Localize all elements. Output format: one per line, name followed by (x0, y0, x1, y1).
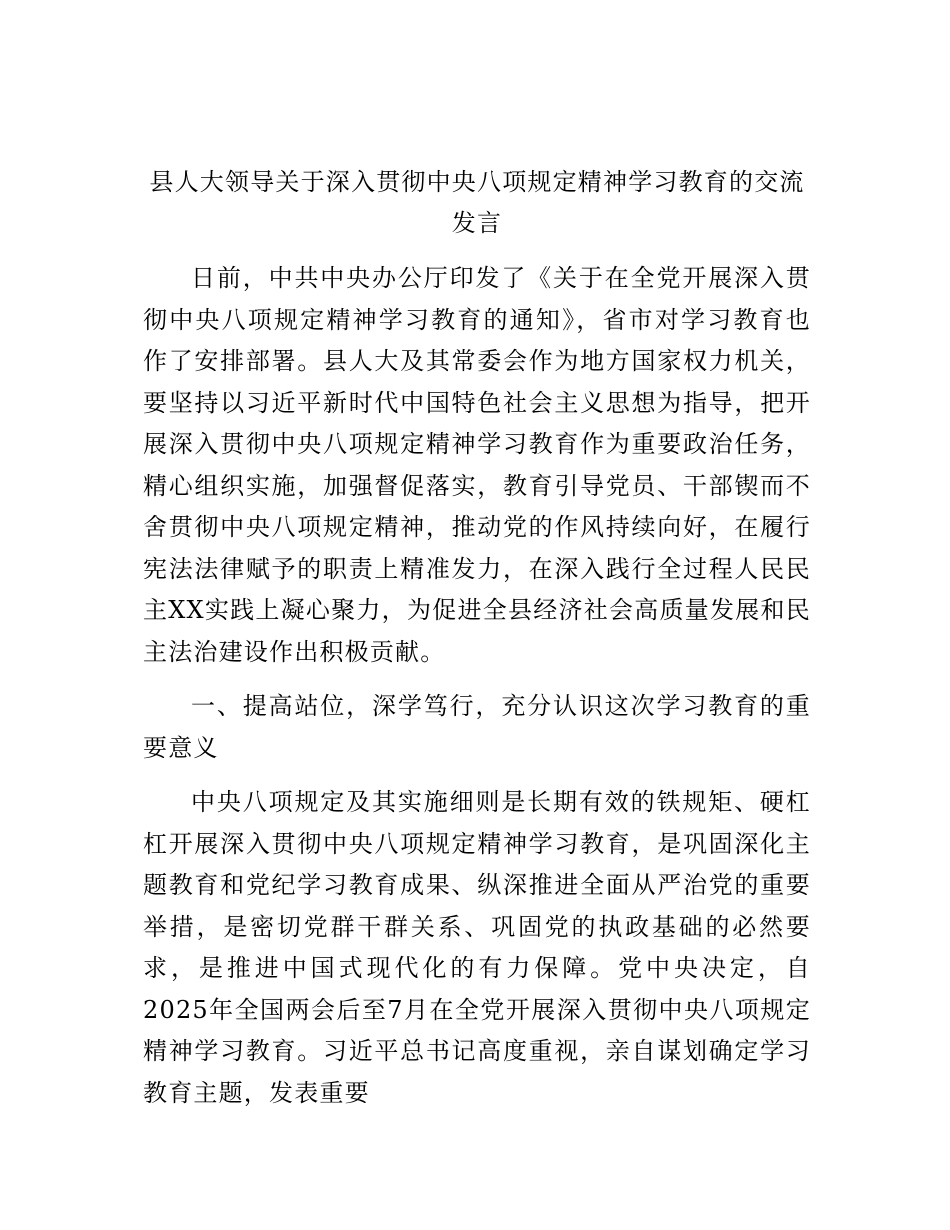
document-body (143, 162, 811, 1114)
section-heading-1: 一、提高站位，深学笃行，充分认识这次学习教育的重要意义 (143, 692, 811, 762)
paragraph-intro: 日前，中共中央办公厅印发了《关于在全党开展深入贯彻中央八项规定精神学习教育的通知》，省市对学习教育也作了安排部署。县人大及其常委会作为地方国家权力机关，要坚持以习近平新时代中国特色社会主义思想为指导，把开展深入贯彻中央八项规定精神学习教育作为重要政治任务，精心组织实施，加强督促落实，教育引导党员、干部锲而不舍贯彻中央八项规定精神，推动党的作风持续向好，在履行宪法法律赋予的职责上精准发力，在深入践行全过程人民民主XX实践上凝心聚力，为促进全县经济社会高质量发展和民主法治建设作出积极贡献。 (143, 264, 811, 666)
document-title: 县人大领导关于深入贯彻中央八项规定精神学习教育的交流发言 (149, 168, 805, 237)
paragraph-section-1: 中央八项规定及其实施细则是长期有效的铁规矩、硬杠杠开展深入贯彻中央八项规定精神学习教育，是巩固深化主题教育和党纪学习教育成果、纵深推进全面从严治党的重要举措，是密切党群干群关系、巩固党的执政基础的必然要求，是推进中国式现代化的有力保障。党中央决定，自2025年全国两会后至7月在全党开展深入贯彻中央八项规定精神学习教育。习近平总书记高度重视，亲自谋划确定学习教育主题，发表重要 (143, 788, 811, 1107)
